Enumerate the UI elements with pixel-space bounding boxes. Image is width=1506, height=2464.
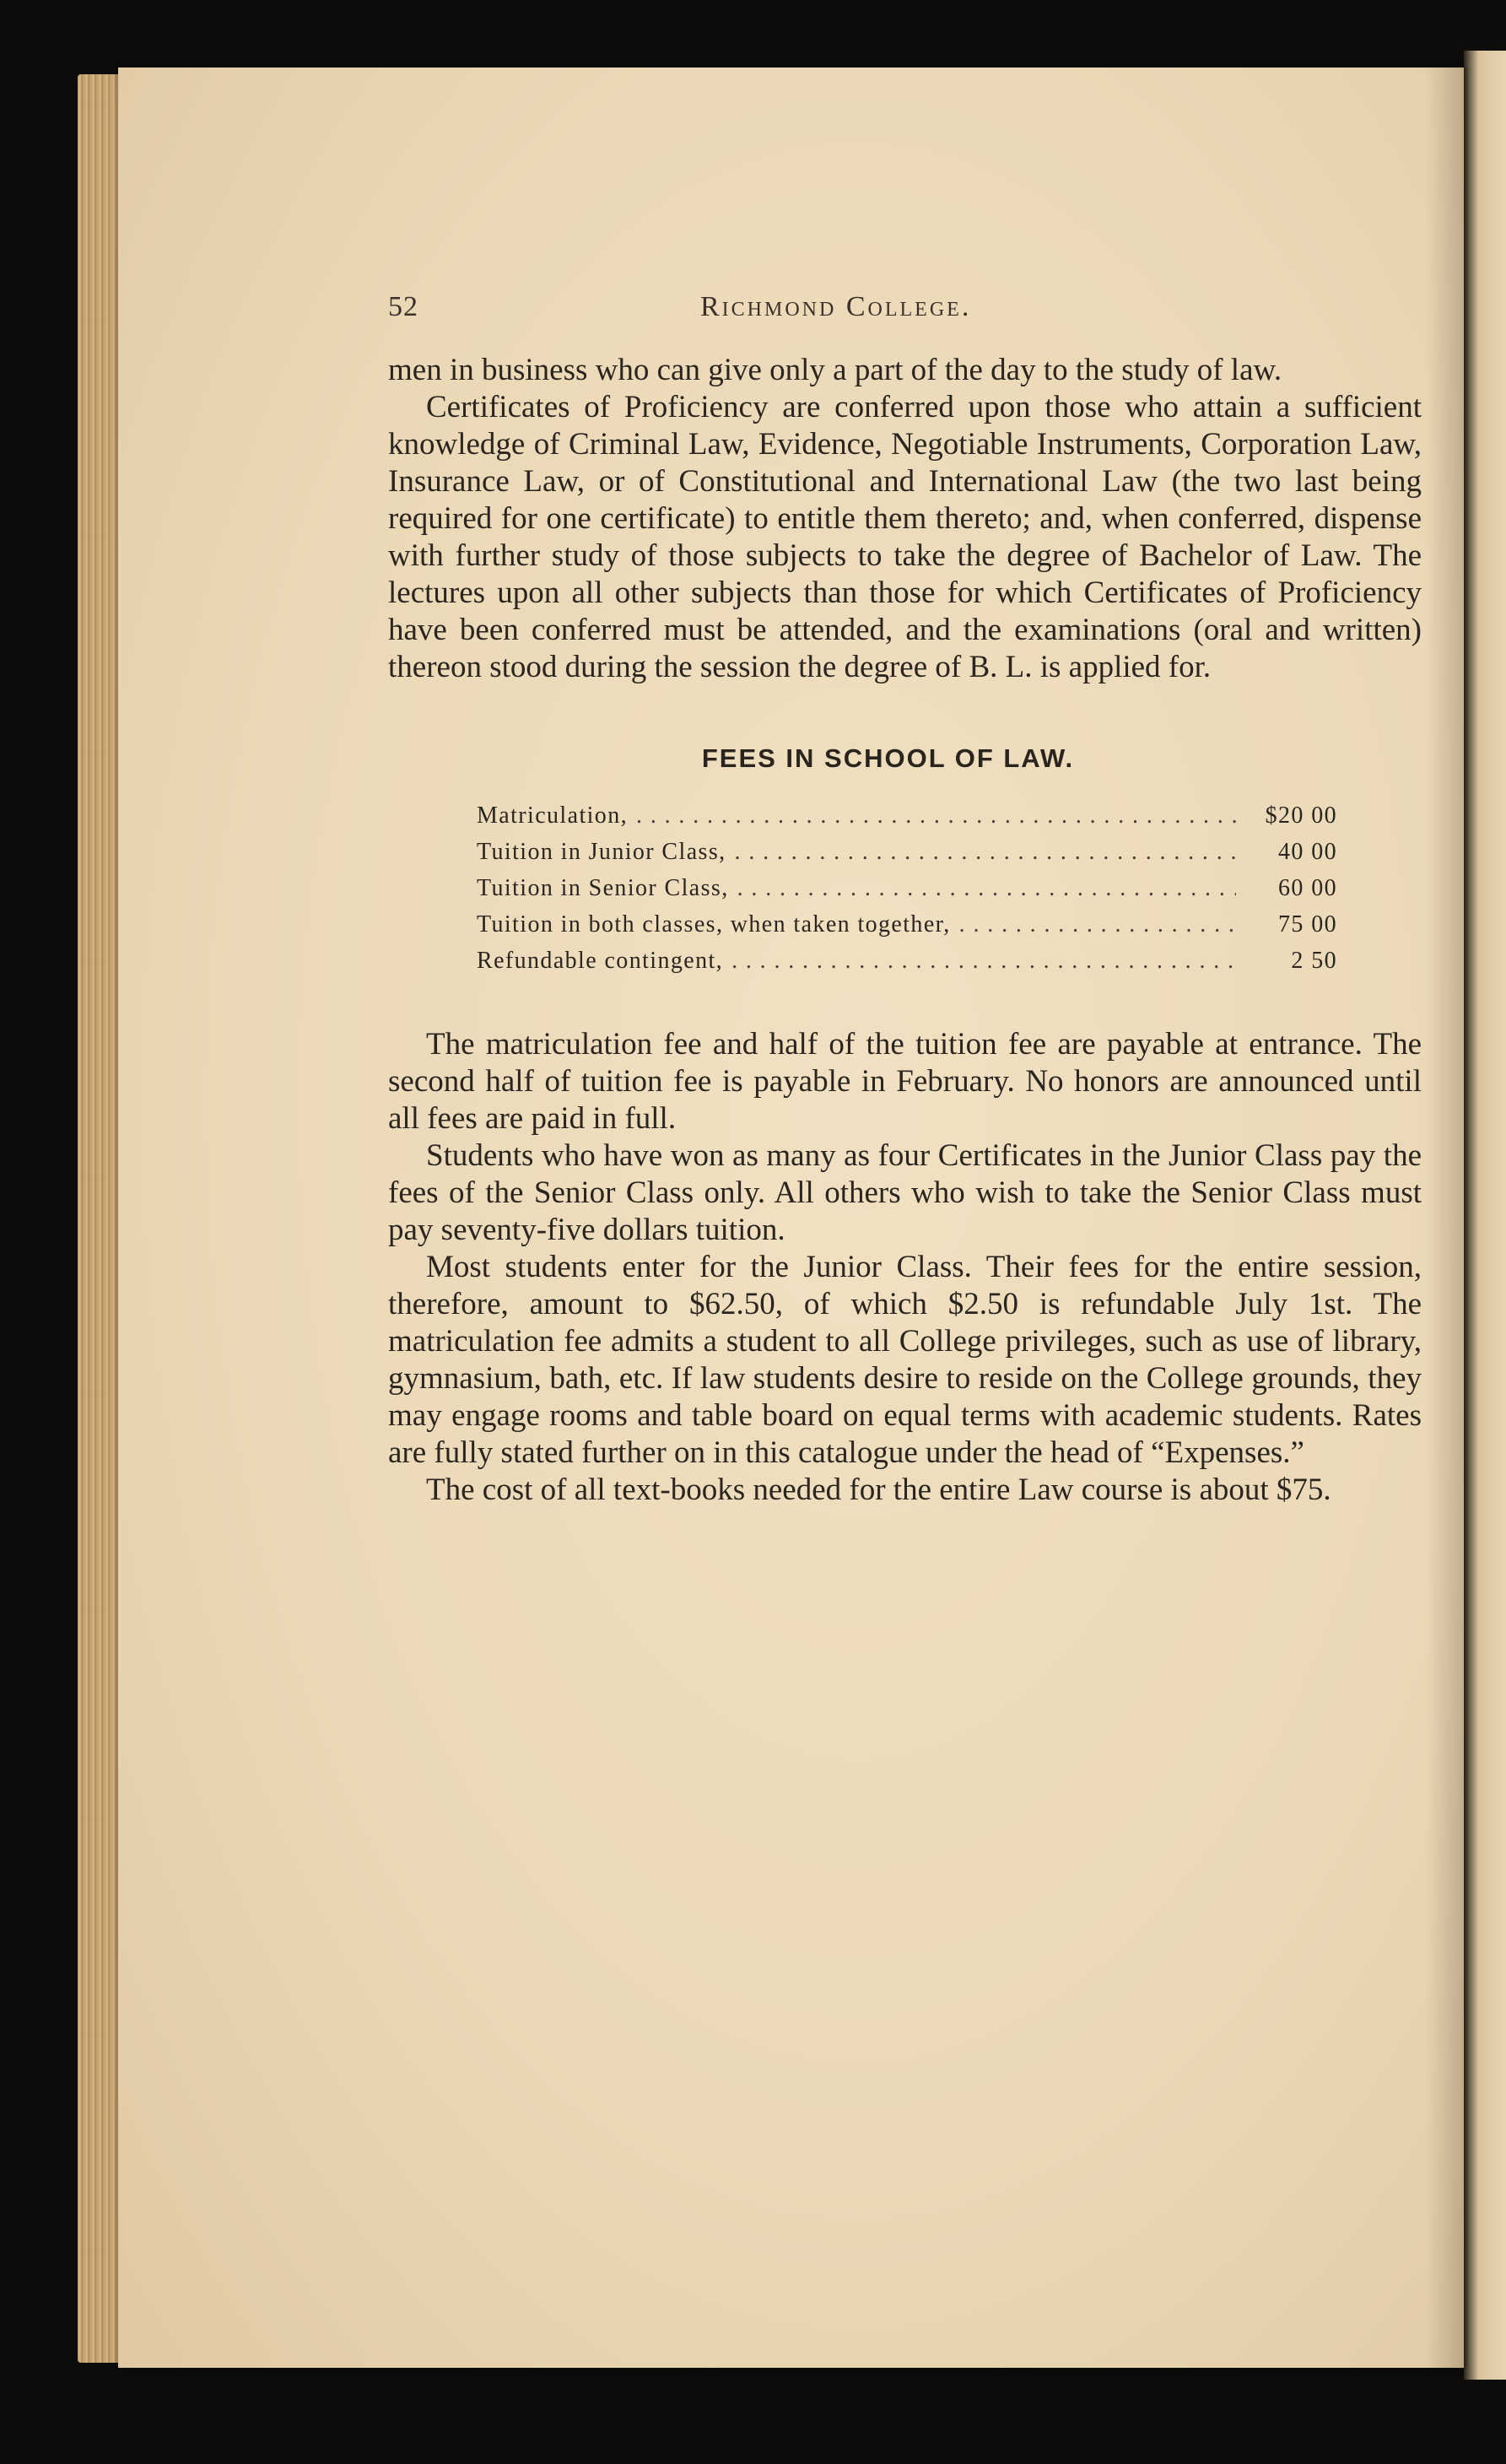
leader-dots [959, 906, 1236, 943]
page-content [388, 291, 1422, 1509]
fee-amount: 40 00 [1278, 839, 1337, 865]
fees-explanation [388, 1026, 1422, 1509]
paragraph-certificates-students: Students who have won as many as four Certificates in the Junior Class pay the fees of the Senior Class only. All others who wish to take the Senior Class must pay seventy-five dollars tuition. [388, 1138, 1422, 1247]
fee-row [477, 834, 1337, 870]
fee-row [477, 906, 1337, 943]
leader-dots [636, 797, 1236, 834]
next-page-edge [1464, 51, 1506, 2380]
page-number: 52 [388, 291, 418, 322]
fee-label: Tuition in Senior Class, [477, 875, 729, 901]
intro-text [388, 352, 1422, 686]
leader-dots [737, 870, 1236, 906]
paragraph-certificates: Certificates of Proficiency are conferred upon those who attain a sufficient knowledge of Criminal Law, Evidence, Negotiable Instruments, Corporation Law, Insurance Law, or of Constitutional and International Law (the two last being required for one certificate) to entitle them thereto; and, when conferred, dispense with further study of those subjects to take the degree of Bachelor of Law. The lectures upon all other subjects than those for which Certificates of Proficiency have been conferred must be attended, and the examinations (oral and written) thereon stood during the session the degree of B. L. is applied for. [388, 390, 1422, 684]
fee-label: Tuition in Junior Class, [477, 839, 726, 865]
fee-amount: 2 50 [1291, 948, 1337, 974]
fee-label: Matriculation, [477, 802, 629, 829]
paragraph-payment: The matriculation fee and half of the tuition fee are payable at entrance. The second half of tuition fee is payable in February. No honors are announced until all fees are paid in full. [388, 1027, 1422, 1136]
fee-label: Tuition in both classes, when taken together, [477, 911, 951, 938]
paragraph-continuation: men in business who can give only a part of the day to the study of law. [388, 353, 1282, 387]
paragraph-junior-class: Most students enter for the Junior Class. Their fees for the entire session, therefore, amount to $62.50, of which $2.50 is refundable July 1st. The matriculation fee admits a student to all College privileges, such as use of library, gymnasium, bath, etc. If law students desire to reside on the College grounds, they may engage rooms and table board on equal terms with academic students. Rates are fully stated further on in this catalogue under the head of “Expenses.” [388, 1250, 1422, 1470]
fee-amount: 60 00 [1278, 875, 1337, 901]
fees-title: FEES IN SCHOOL OF LAW. [701, 743, 1075, 773]
paragraph-textbooks: The cost of all text-books needed for the entire Law course is about $75. [426, 1472, 1331, 1507]
fee-row [477, 943, 1337, 979]
fee-label: Refundable contingent, [477, 948, 724, 974]
running-head: Richmond College. [700, 291, 972, 322]
fee-row [477, 870, 1337, 906]
leader-dots [731, 943, 1236, 979]
fee-amount: 75 00 [1278, 911, 1337, 938]
page-header [388, 291, 1422, 333]
fee-row [477, 797, 1337, 834]
leader-dots [735, 834, 1236, 870]
fee-amount: $20 00 [1265, 802, 1337, 829]
fees-table [477, 797, 1337, 979]
gutter-shadow [1426, 68, 1468, 2368]
